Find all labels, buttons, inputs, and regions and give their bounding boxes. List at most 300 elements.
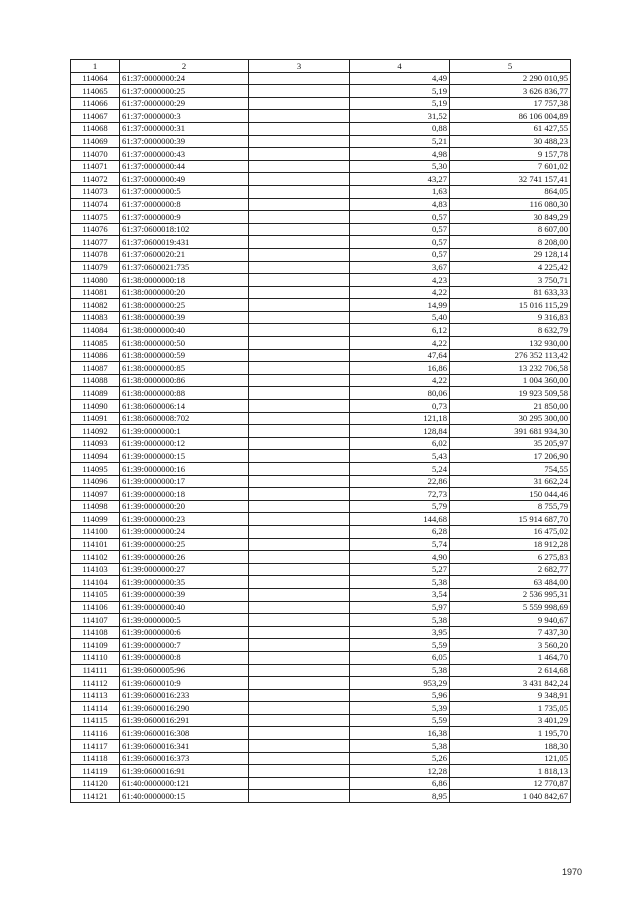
table-row [71, 122, 571, 135]
cost-value-cell: 2 536 995,31 [450, 588, 571, 601]
table-row [71, 588, 571, 601]
cost-value-cell: 8 755,79 [450, 500, 571, 513]
row-number-cell: 114114 [71, 702, 120, 715]
blank-cell-cell [249, 513, 350, 526]
cost-value-cell: 1 735,05 [450, 702, 571, 715]
cost-value-cell: 121,05 [450, 752, 571, 765]
cost-value-cell: 3 401,29 [450, 714, 571, 727]
cadastral-number-cell: 61:40:0000000:121 [120, 777, 249, 790]
cadastral-number-cell: 61:39:0000000:17 [120, 475, 249, 488]
cadastral-number-cell: 61:38:0600008:702 [120, 412, 249, 425]
blank-cell-cell [249, 374, 350, 387]
blank-cell-cell [249, 173, 350, 186]
cadastral-number-cell: 61:39:0000000:40 [120, 601, 249, 614]
table-row [71, 576, 571, 589]
cadastral-number-cell: 61:37:0000000:44 [120, 160, 249, 173]
area-value-cell: 0,57 [350, 248, 450, 261]
blank-cell-cell [249, 588, 350, 601]
cadastral-number-cell: 61:38:0000000:85 [120, 362, 249, 375]
blank-cell-cell [249, 211, 350, 224]
table-row [71, 463, 571, 476]
table-row [71, 412, 571, 425]
blank-cell-cell [249, 437, 350, 450]
cadastral-number-cell: 61:39:0600016:290 [120, 702, 249, 715]
row-number-cell: 114105 [71, 588, 120, 601]
cadastral-number-cell: 61:39:0000000:25 [120, 538, 249, 551]
row-number-cell: 114069 [71, 135, 120, 148]
table-row [71, 777, 571, 790]
table-row [71, 236, 571, 249]
row-number-cell: 114095 [71, 463, 120, 476]
cadastral-number-cell: 61:39:0600016:233 [120, 689, 249, 702]
row-number-cell: 114085 [71, 337, 120, 350]
blank-cell-cell [249, 614, 350, 627]
table-row [71, 135, 571, 148]
row-number-cell: 114088 [71, 374, 120, 387]
cost-value-cell: 30 295 300,00 [450, 412, 571, 425]
table-row [71, 274, 571, 287]
area-value-cell: 16,38 [350, 727, 450, 740]
blank-cell-cell [249, 626, 350, 639]
cadastral-number-cell: 61:38:0000000:25 [120, 299, 249, 312]
blank-cell-cell [249, 475, 350, 488]
table-row [71, 702, 571, 715]
table-row [71, 714, 571, 727]
cost-value-cell: 9 348,91 [450, 689, 571, 702]
area-value-cell: 72,73 [350, 488, 450, 501]
row-number-cell: 114070 [71, 148, 120, 161]
blank-cell-cell [249, 740, 350, 753]
blank-cell-cell [249, 765, 350, 778]
cadastral-number-cell: 61:39:0600016:373 [120, 752, 249, 765]
cadastral-number-cell: 61:37:0000000:5 [120, 185, 249, 198]
blank-cell-cell [249, 538, 350, 551]
row-number-cell: 114078 [71, 248, 120, 261]
cadastral-number-cell: 61:40:0000000:15 [120, 790, 249, 803]
area-value-cell: 47,64 [350, 349, 450, 362]
table-row [71, 173, 571, 186]
cost-value-cell: 754,55 [450, 463, 571, 476]
table-row [71, 148, 571, 161]
row-number-cell: 114079 [71, 261, 120, 274]
cost-value-cell: 15 914 687,70 [450, 513, 571, 526]
table-row [71, 790, 571, 803]
blank-cell-cell [249, 362, 350, 375]
cost-value-cell: 18 912,28 [450, 538, 571, 551]
cost-value-cell: 8 208,00 [450, 236, 571, 249]
area-value-cell: 5,40 [350, 311, 450, 324]
table-row [71, 324, 571, 337]
blank-cell-cell [249, 500, 350, 513]
area-value-cell: 4,90 [350, 551, 450, 564]
cost-value-cell: 19 923 509,58 [450, 387, 571, 400]
cadastral-number-cell: 61:38:0000000:20 [120, 286, 249, 299]
table-row [71, 110, 571, 123]
table-row [71, 639, 571, 652]
column-header-3: 3 [249, 60, 350, 73]
table-row [71, 677, 571, 690]
blank-cell-cell [249, 689, 350, 702]
cost-value-cell: 61 427,55 [450, 122, 571, 135]
blank-cell-cell [249, 160, 350, 173]
cost-value-cell: 21 850,00 [450, 400, 571, 413]
cost-value-cell: 8 607,00 [450, 223, 571, 236]
cost-value-cell: 2 290 010,95 [450, 72, 571, 85]
blank-cell-cell [249, 702, 350, 715]
cadastral-number-cell: 61:38:0000000:59 [120, 349, 249, 362]
blank-cell-cell [249, 563, 350, 576]
cadastral-number-cell: 61:39:0000000:7 [120, 639, 249, 652]
area-value-cell: 80,06 [350, 387, 450, 400]
area-value-cell: 5,38 [350, 740, 450, 753]
cost-value-cell: 1 818,13 [450, 765, 571, 778]
area-value-cell: 6,12 [350, 324, 450, 337]
cadastral-number-cell: 61:39:0000000:27 [120, 563, 249, 576]
cadastral-number-cell: 61:39:0600005:96 [120, 664, 249, 677]
cadastral-number-cell: 61:37:0000000:43 [120, 148, 249, 161]
blank-cell-cell [249, 248, 350, 261]
blank-cell-cell [249, 286, 350, 299]
cost-value-cell: 3 431 842,24 [450, 677, 571, 690]
area-value-cell: 31,52 [350, 110, 450, 123]
row-number-cell: 114115 [71, 714, 120, 727]
table-row [71, 525, 571, 538]
table-row [71, 488, 571, 501]
cadastral-number-cell: 61:37:0000000:9 [120, 211, 249, 224]
table-row [71, 160, 571, 173]
area-value-cell: 5,26 [350, 752, 450, 765]
row-number-cell: 114084 [71, 324, 120, 337]
cadastral-number-cell: 61:37:0600018:102 [120, 223, 249, 236]
blank-cell-cell [249, 324, 350, 337]
table-row [71, 437, 571, 450]
table-row [71, 185, 571, 198]
column-header-5: 5 [450, 60, 571, 73]
cadastral-number-cell: 61:38:0000000:88 [120, 387, 249, 400]
cost-value-cell: 116 080,30 [450, 198, 571, 211]
blank-cell-cell [249, 551, 350, 564]
table-row [71, 513, 571, 526]
cadastral-number-cell: 61:39:0000000:18 [120, 488, 249, 501]
area-value-cell: 4,22 [350, 337, 450, 350]
row-number-cell: 114073 [71, 185, 120, 198]
blank-cell-cell [249, 601, 350, 614]
area-value-cell: 12,28 [350, 765, 450, 778]
cadastral-number-cell: 61:39:0000000:15 [120, 450, 249, 463]
row-number-cell: 114067 [71, 110, 120, 123]
blank-cell-cell [249, 387, 350, 400]
table-row [71, 563, 571, 576]
table-row [71, 689, 571, 702]
row-number-cell: 114090 [71, 400, 120, 413]
blank-cell-cell [249, 135, 350, 148]
column-header-4: 4 [350, 60, 450, 73]
blank-cell-cell [249, 664, 350, 677]
cadastral-number-cell: 61:39:0000000:35 [120, 576, 249, 589]
cadastral-number-cell: 61:39:0600010:9 [120, 677, 249, 690]
row-number-cell: 114118 [71, 752, 120, 765]
blank-cell-cell [249, 488, 350, 501]
blank-cell-cell [249, 274, 350, 287]
cost-value-cell: 32 741 157,41 [450, 173, 571, 186]
cost-value-cell: 1 464,70 [450, 651, 571, 664]
blank-cell-cell [249, 450, 350, 463]
table-row [71, 727, 571, 740]
blank-cell-cell [249, 110, 350, 123]
cadastral-number-cell: 61:37:0000000:8 [120, 198, 249, 211]
table-row [71, 261, 571, 274]
row-number-cell: 114093 [71, 437, 120, 450]
row-number-cell: 114100 [71, 525, 120, 538]
cadastral-number-cell: 61:39:0000000:6 [120, 626, 249, 639]
table-row [71, 626, 571, 639]
cost-value-cell: 17 757,38 [450, 97, 571, 110]
blank-cell-cell [249, 752, 350, 765]
blank-cell-cell [249, 777, 350, 790]
row-number-cell: 114107 [71, 614, 120, 627]
row-number-cell: 114082 [71, 299, 120, 312]
table-row [71, 85, 571, 98]
area-value-cell: 5,59 [350, 714, 450, 727]
table-row [71, 198, 571, 211]
table-row [71, 97, 571, 110]
cadastral-number-cell: 61:39:0600016:291 [120, 714, 249, 727]
cost-value-cell: 9 940,67 [450, 614, 571, 627]
cost-value-cell: 9 316,83 [450, 311, 571, 324]
row-number-cell: 114097 [71, 488, 120, 501]
area-value-cell: 22,86 [350, 475, 450, 488]
area-value-cell: 5,79 [350, 500, 450, 513]
cadastral-number-cell: 61:37:0600020:21 [120, 248, 249, 261]
cost-value-cell: 13 232 706,58 [450, 362, 571, 375]
blank-cell-cell [249, 223, 350, 236]
row-number-cell: 114106 [71, 601, 120, 614]
blank-cell-cell [249, 639, 350, 652]
table-row [71, 337, 571, 350]
cadastral-number-cell: 61:37:0000000:3 [120, 110, 249, 123]
area-value-cell: 5,38 [350, 664, 450, 677]
cost-value-cell: 31 662,24 [450, 475, 571, 488]
area-value-cell: 5,27 [350, 563, 450, 576]
table-row [71, 475, 571, 488]
cadastral-number-cell: 61:39:0600016:341 [120, 740, 249, 753]
row-number-cell: 114075 [71, 211, 120, 224]
cost-value-cell: 391 681 934,30 [450, 425, 571, 438]
area-value-cell: 4,22 [350, 374, 450, 387]
cost-value-cell: 2 614,68 [450, 664, 571, 677]
area-value-cell: 5,43 [350, 450, 450, 463]
cadastral-number-cell: 61:39:0000000:24 [120, 525, 249, 538]
table-row [71, 651, 571, 664]
cost-value-cell: 63 484,00 [450, 576, 571, 589]
area-value-cell: 5,19 [350, 85, 450, 98]
cadastral-number-cell: 61:39:0000000:23 [120, 513, 249, 526]
row-number-cell: 114081 [71, 286, 120, 299]
cadastral-number-cell: 61:39:0000000:12 [120, 437, 249, 450]
area-value-cell: 3,95 [350, 626, 450, 639]
cadastral-number-cell: 61:39:0000000:20 [120, 500, 249, 513]
row-number-cell: 114071 [71, 160, 120, 173]
area-value-cell: 5,38 [350, 576, 450, 589]
cost-value-cell: 30 849,29 [450, 211, 571, 224]
data-table [70, 59, 571, 803]
blank-cell-cell [249, 400, 350, 413]
table-row [71, 72, 571, 85]
row-number-cell: 114072 [71, 173, 120, 186]
cost-value-cell: 17 206,90 [450, 450, 571, 463]
table-row [71, 614, 571, 627]
cost-value-cell: 3 626 836,77 [450, 85, 571, 98]
blank-cell-cell [249, 299, 350, 312]
page-number: 1970 [562, 867, 583, 877]
area-value-cell: 5,38 [350, 614, 450, 627]
cost-value-cell: 188,30 [450, 740, 571, 753]
row-number-cell: 114080 [71, 274, 120, 287]
blank-cell-cell [249, 185, 350, 198]
cost-value-cell: 16 475,02 [450, 525, 571, 538]
column-header-2: 2 [120, 60, 249, 73]
table-row [71, 248, 571, 261]
cost-value-cell: 1 004 360,00 [450, 374, 571, 387]
row-number-cell: 114112 [71, 677, 120, 690]
blank-cell-cell [249, 425, 350, 438]
row-number-cell: 114094 [71, 450, 120, 463]
cadastral-number-cell: 61:37:0000000:29 [120, 97, 249, 110]
area-value-cell: 43,27 [350, 173, 450, 186]
cadastral-number-cell: 61:38:0000000:39 [120, 311, 249, 324]
row-number-cell: 114099 [71, 513, 120, 526]
row-number-cell: 114064 [71, 72, 120, 85]
area-value-cell: 0,57 [350, 223, 450, 236]
area-value-cell: 6,05 [350, 651, 450, 664]
area-value-cell: 5,59 [350, 639, 450, 652]
row-number-cell: 114087 [71, 362, 120, 375]
blank-cell-cell [249, 463, 350, 476]
area-value-cell: 4,23 [350, 274, 450, 287]
table-row [71, 601, 571, 614]
row-number-cell: 114098 [71, 500, 120, 513]
blank-cell-cell [249, 311, 350, 324]
blank-cell-cell [249, 337, 350, 350]
cost-value-cell: 5 559 998,69 [450, 601, 571, 614]
row-number-cell: 114110 [71, 651, 120, 664]
area-value-cell: 4,98 [350, 148, 450, 161]
table-row [71, 500, 571, 513]
table-row [71, 374, 571, 387]
cost-value-cell: 8 632,79 [450, 324, 571, 337]
area-value-cell: 121,18 [350, 412, 450, 425]
table-row [71, 211, 571, 224]
cadastral-number-cell: 61:39:0000000:5 [120, 614, 249, 627]
area-value-cell: 144,68 [350, 513, 450, 526]
area-value-cell: 4,49 [350, 72, 450, 85]
row-number-cell: 114116 [71, 727, 120, 740]
cadastral-number-cell: 61:39:0000000:8 [120, 651, 249, 664]
area-value-cell: 5,39 [350, 702, 450, 715]
area-value-cell: 5,30 [350, 160, 450, 173]
area-value-cell: 953,29 [350, 677, 450, 690]
table-row [71, 299, 571, 312]
header-row [71, 60, 571, 73]
table-row [71, 551, 571, 564]
table-row [71, 664, 571, 677]
table-row [71, 400, 571, 413]
table-row [71, 740, 571, 753]
table-row [71, 311, 571, 324]
area-value-cell: 6,86 [350, 777, 450, 790]
row-number-cell: 114076 [71, 223, 120, 236]
area-value-cell: 5,74 [350, 538, 450, 551]
cadastral-number-cell: 61:37:0000000:31 [120, 122, 249, 135]
row-number-cell: 114104 [71, 576, 120, 589]
area-value-cell: 5,24 [350, 463, 450, 476]
blank-cell-cell [249, 790, 350, 803]
row-number-cell: 114108 [71, 626, 120, 639]
cost-value-cell: 132 930,00 [450, 337, 571, 350]
cadastral-number-cell: 61:38:0000000:40 [120, 324, 249, 337]
cadastral-number-cell: 61:37:0000000:39 [120, 135, 249, 148]
blank-cell-cell [249, 576, 350, 589]
cost-value-cell: 29 128,14 [450, 248, 571, 261]
row-number-cell: 114102 [71, 551, 120, 564]
cadastral-number-cell: 61:37:0000000:49 [120, 173, 249, 186]
cadastral-number-cell: 61:38:0000000:86 [120, 374, 249, 387]
area-value-cell: 6,02 [350, 437, 450, 450]
table-row [71, 538, 571, 551]
blank-cell-cell [249, 72, 350, 85]
area-value-cell: 0,88 [350, 122, 450, 135]
row-number-cell: 114121 [71, 790, 120, 803]
row-number-cell: 114091 [71, 412, 120, 425]
table-body [71, 72, 571, 802]
cost-value-cell: 35 205,97 [450, 437, 571, 450]
cost-value-cell: 15 016 115,29 [450, 299, 571, 312]
table-row [71, 450, 571, 463]
cadastral-number-cell: 61:37:0600019:431 [120, 236, 249, 249]
blank-cell-cell [249, 349, 350, 362]
cost-value-cell: 86 106 004,89 [450, 110, 571, 123]
cost-value-cell: 150 044,46 [450, 488, 571, 501]
blank-cell-cell [249, 714, 350, 727]
blank-cell-cell [249, 85, 350, 98]
cost-value-cell: 864,05 [450, 185, 571, 198]
row-number-cell: 114103 [71, 563, 120, 576]
area-value-cell: 3,67 [350, 261, 450, 274]
cost-value-cell: 12 770,87 [450, 777, 571, 790]
row-number-cell: 114096 [71, 475, 120, 488]
blank-cell-cell [249, 651, 350, 664]
cadastral-number-cell: 61:39:0600016:308 [120, 727, 249, 740]
cadastral-number-cell: 61:39:0000000:26 [120, 551, 249, 564]
blank-cell-cell [249, 198, 350, 211]
row-number-cell: 114119 [71, 765, 120, 778]
cadastral-number-cell: 61:38:0000000:50 [120, 337, 249, 350]
area-value-cell: 0,57 [350, 236, 450, 249]
area-value-cell: 8,95 [350, 790, 450, 803]
cadastral-number-cell: 61:39:0000000:16 [120, 463, 249, 476]
cost-value-cell: 30 488,23 [450, 135, 571, 148]
table-header [71, 60, 571, 73]
area-value-cell: 16,86 [350, 362, 450, 375]
cost-value-cell: 4 225,42 [450, 261, 571, 274]
cost-value-cell: 81 633,33 [450, 286, 571, 299]
area-value-cell: 5,21 [350, 135, 450, 148]
blank-cell-cell [249, 727, 350, 740]
row-number-cell: 114086 [71, 349, 120, 362]
area-value-cell: 0,57 [350, 211, 450, 224]
blank-cell-cell [249, 97, 350, 110]
cadastral-number-cell: 61:37:0600021:735 [120, 261, 249, 274]
